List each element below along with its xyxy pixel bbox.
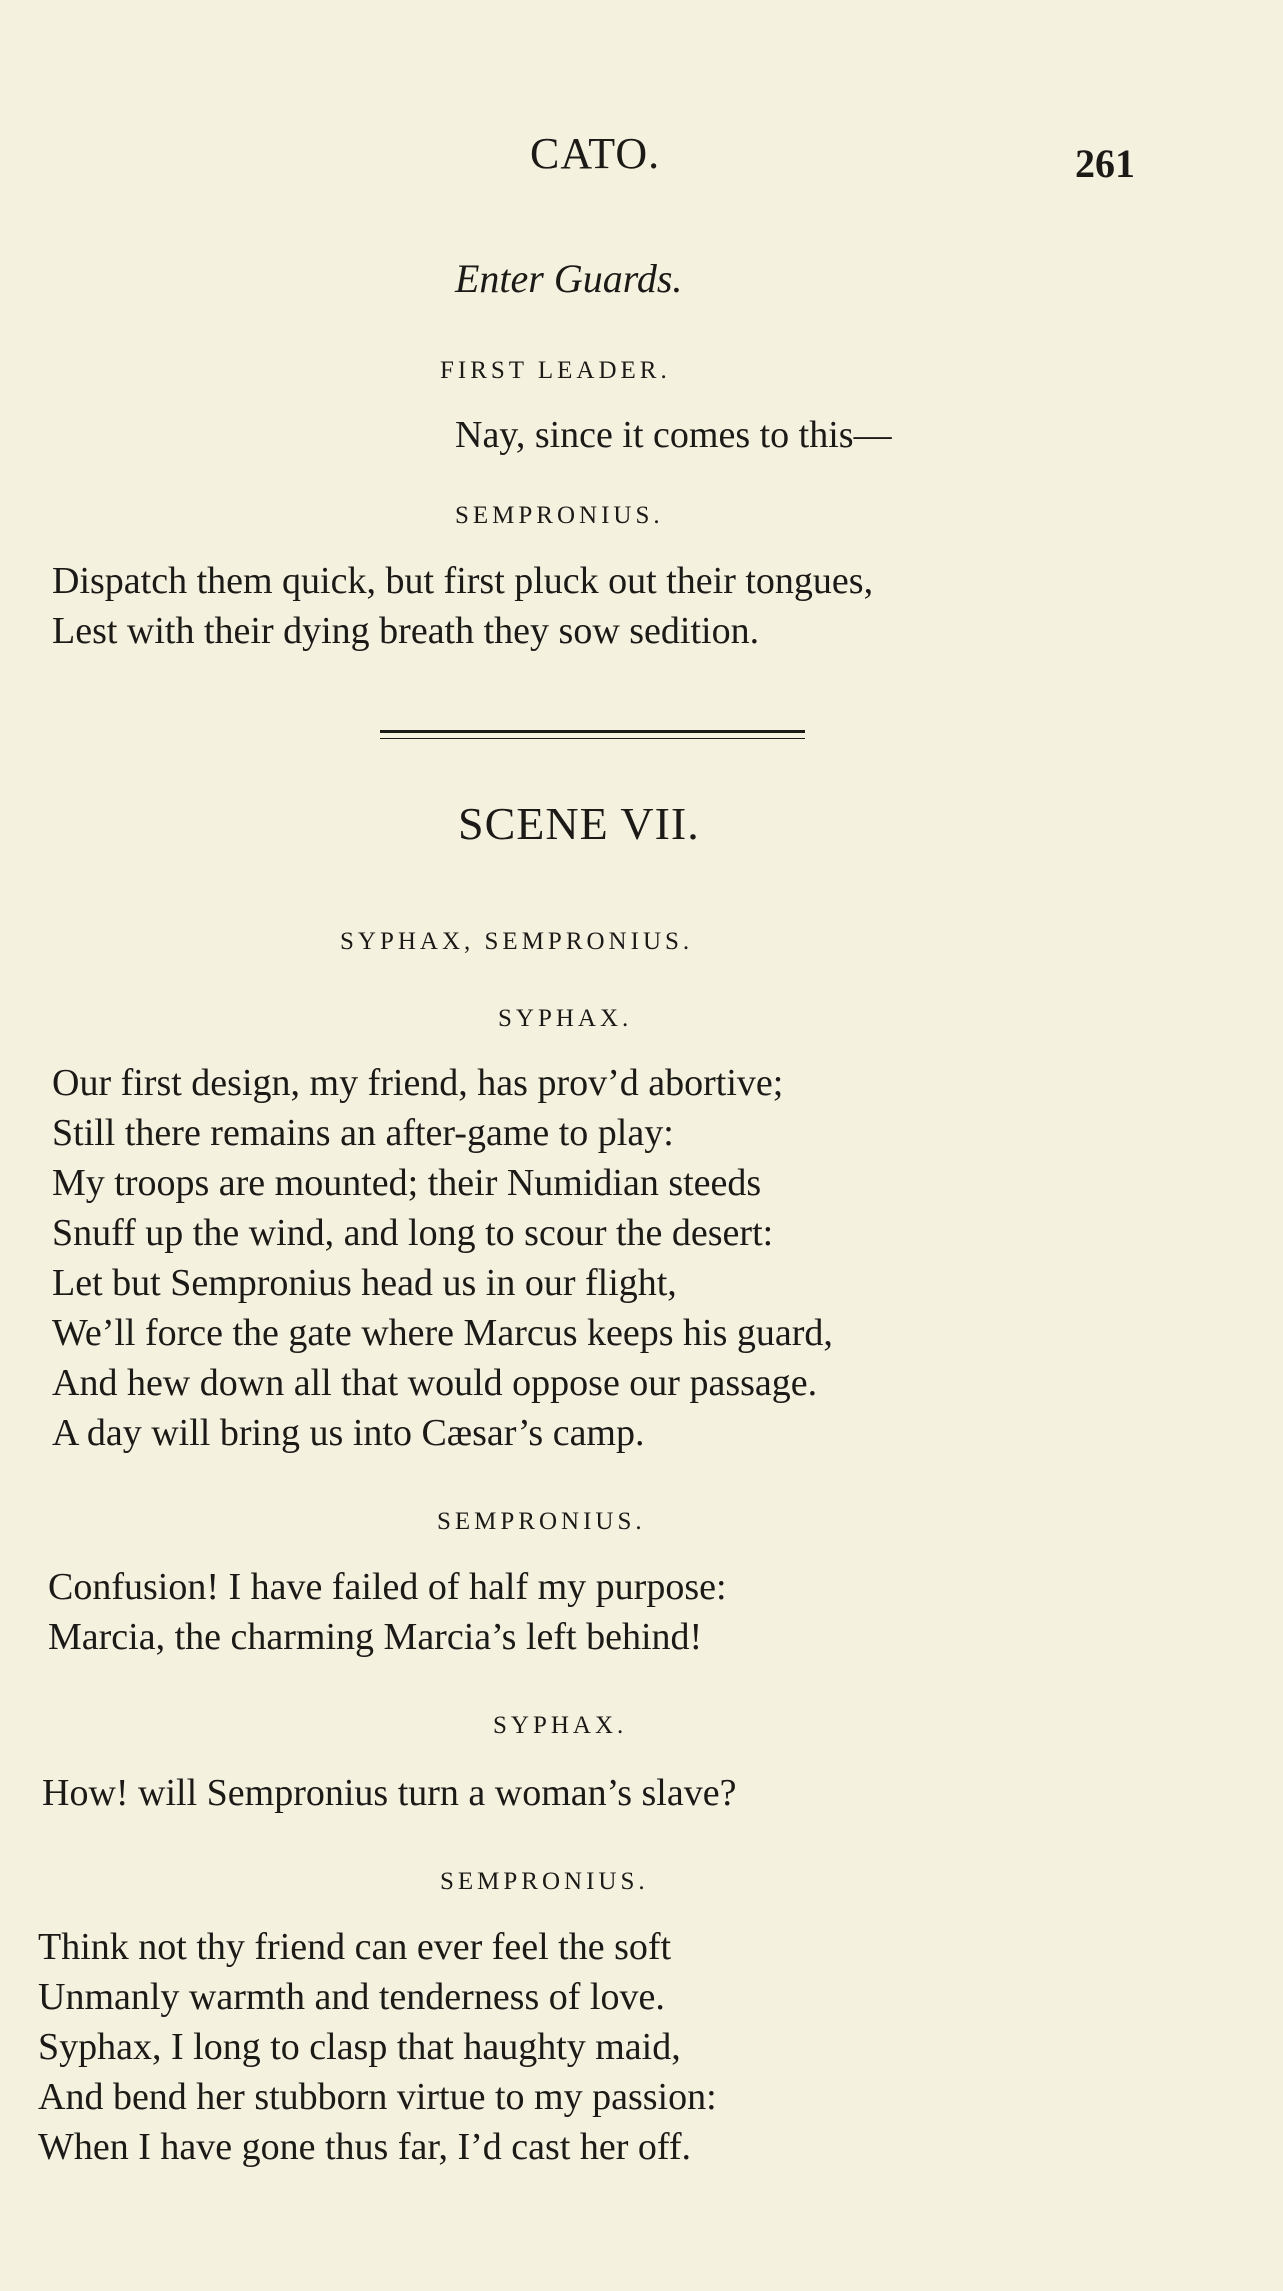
- verse-block: [52, 556, 873, 656]
- scene-divider-rule-thin: [380, 738, 805, 739]
- speaker-first-leader: FIRST LEADER.: [440, 357, 671, 384]
- verse-line: Still there remains an after-game to play:: [52, 1112, 674, 1154]
- verse-line: Let but Sempronius head us in our flight,: [52, 1262, 677, 1304]
- verse-line: Lest with their dying breath they sow sedition.: [52, 610, 760, 652]
- verse-line: We’ll force the gate where Marcus keeps his guard,: [52, 1312, 833, 1354]
- verse-block: [52, 1058, 833, 1458]
- verse-line: Snuff up the wind, and long to scour the desert:: [52, 1212, 774, 1254]
- verse-block: [48, 1562, 727, 1662]
- verse-line: My troops are mounted; their Numidian steeds: [52, 1162, 762, 1204]
- verse-line: When I have gone thus far, I’d cast her off.: [38, 2126, 692, 2168]
- speaker-sempronius: SEMPRONIUS.: [440, 1868, 649, 1895]
- verse-line: Our first design, my friend, has prov’d abortive;: [52, 1062, 784, 1104]
- verse-line: And bend her stubborn virtue to my passion:: [38, 2076, 717, 2118]
- verse-line: Marcia, the charming Marcia’s left behind!: [48, 1616, 703, 1658]
- scene-divider-rule: [380, 730, 805, 733]
- speaker-sempronius: SEMPRONIUS.: [437, 1508, 646, 1535]
- speaker-syphax: SYPHAX.: [498, 1005, 633, 1032]
- verse-line: Think not thy friend can ever feel the soft: [38, 1926, 672, 1968]
- speaker-sempronius: SEMPRONIUS.: [455, 502, 664, 529]
- verse-line: Unmanly warmth and tenderness of love.: [38, 1976, 665, 2018]
- speaker-syphax: SYPHAX.: [493, 1712, 628, 1739]
- verse-line: Syphax, I long to clasp that haughty maid,: [38, 2026, 681, 2068]
- verse-line: Confusion! I have failed of half my purpose:: [48, 1566, 727, 1608]
- verse-line: Dispatch them quick, but first pluck out their tongues,: [52, 560, 874, 602]
- verse-line: How! will Sempronius turn a woman’s slave?: [42, 1772, 737, 1814]
- verse-line: And hew down all that would oppose our passage.: [52, 1362, 818, 1404]
- stage-direction: Enter Guards.: [455, 256, 683, 301]
- verse-line: A day will bring us into Cæsar’s camp.: [52, 1412, 645, 1454]
- verse-line: Nay, since it comes to this—: [455, 414, 892, 456]
- verse-block: [38, 1922, 717, 2172]
- scene-title: SCENE VII.: [458, 798, 700, 849]
- running-header-title: CATO.: [530, 129, 661, 178]
- page-number: 261: [1075, 141, 1135, 186]
- scene-characters: SYPHAX, SEMPRONIUS.: [340, 928, 694, 955]
